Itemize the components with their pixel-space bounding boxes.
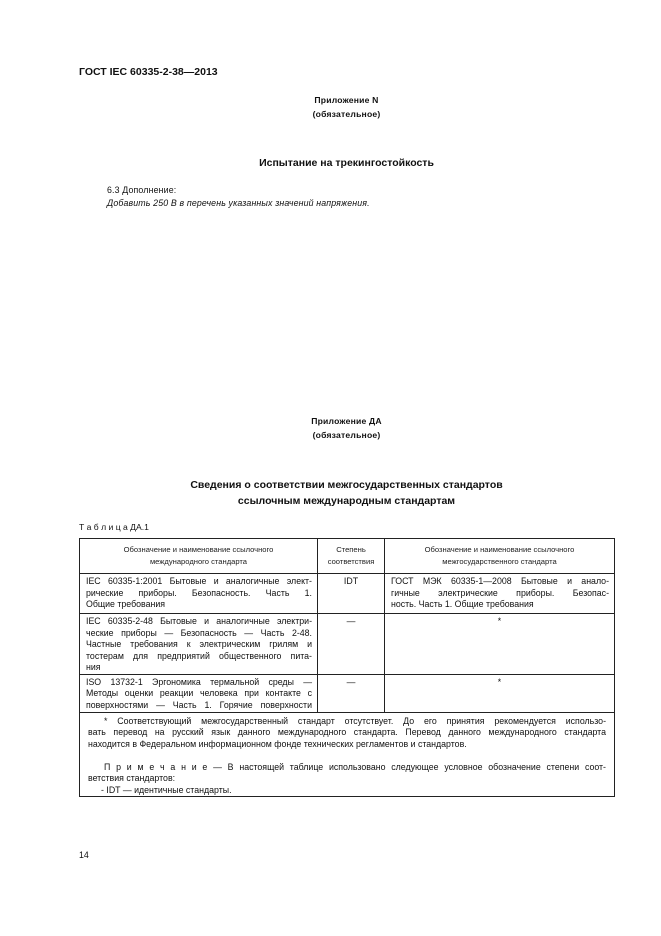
degree-cell: — (318, 674, 385, 712)
table-caption: Т а б л и ц а ДА.1 (79, 521, 149, 532)
clause-6-3 (107, 184, 370, 210)
cell-line: гичные электрические приборы. Безопас- (391, 587, 609, 598)
clause-text: Добавить 250 В в перечень указанных значений напряжения. (107, 197, 370, 208)
cell-line: Методы оценки реакции человека при контакте с (86, 688, 312, 698)
appendix-n-label: Приложение N (314, 95, 379, 105)
table-footnote-row (80, 712, 615, 797)
footnote-line: находится в Федеральном информационном фонде технических регламентов и стандартов. (88, 738, 467, 749)
table-row (80, 614, 615, 675)
table-row (80, 674, 615, 712)
header-line: Обозначение и наименование ссылочного (123, 545, 274, 554)
degree-cell: IDT (318, 574, 385, 614)
table-row (80, 574, 615, 614)
appendix-da-title-line: ссылочным международным стандартам (237, 495, 456, 507)
degree-cell: — (318, 614, 385, 675)
page-number: 14 (79, 849, 89, 860)
footnote-line: вать перевод на русский язык данного международного стандарта. Перевод данного международного стандарта (88, 727, 606, 737)
document-code: ГОСТ IEC 60335-2-38—2013 (79, 66, 218, 78)
cell-line: IEC 60335-2-48 Бытовые и аналогичные электри- (86, 616, 312, 626)
header-line: Степень (336, 545, 366, 554)
cell-line: ческие приборы — Безопасность — Часть 2-48. (86, 627, 312, 638)
appendix-da-status: (обязательное) (312, 429, 381, 440)
header-line: межгосударственного стандарта (442, 557, 557, 566)
clause-heading: 6.3 Дополнение: (107, 184, 177, 195)
appendix-da-label: Приложение ДА (311, 416, 382, 426)
header-cell-degree (318, 539, 385, 574)
cell-line: ГОСТ МЭК 60335-1—2008 Бытовые и анало- (391, 576, 609, 586)
cell-line: тостерам для предприятий общественного пита- (86, 650, 312, 661)
international-standard-cell (80, 614, 318, 675)
cell-line: Общие требования (86, 599, 166, 609)
appendix-da-title-line: Сведения о соответствии межгосударственных стандартов (190, 479, 503, 491)
cell-line: ния (86, 662, 101, 672)
cell-line: рические приборы. Безопасность. Часть 1. (86, 587, 312, 598)
cell-line: поверхностями — Часть 1. Горячие поверхности (86, 699, 312, 710)
note-item: - IDT — идентичные стандарты. (101, 784, 232, 795)
note-line: ветствия стандартов: (88, 773, 176, 783)
cell-line: IEC 60335-1:2001 Бытовые и аналогичные элект- (86, 576, 312, 586)
header-line: международного стандарта (149, 557, 248, 566)
footnote-line: * Соответствующий межгосударственный стандарт отсутствует. До его принятия рекомендуется использо- (104, 715, 606, 726)
interstate-standard-cell (385, 574, 615, 614)
cell-line: ISO 13732-1 Эргономика термальной среды — (86, 676, 312, 687)
appendix-n-heading (79, 93, 614, 121)
cell-line: ность. Часть 1. Общие требования (391, 599, 534, 609)
cell-line: Частные требования к электрическим грилям и (86, 639, 312, 649)
interstate-standard-cell: * (385, 674, 615, 712)
header-line: соответствия (327, 557, 375, 566)
appendix-n-title: Испытание на трекингостойкость (259, 157, 434, 169)
appendix-da-title (79, 477, 614, 509)
note-line: П р и м е ч а н и е — В настоящей таблице использовано следующее условное обозначение степени соот- (104, 761, 606, 772)
header-cell-international (80, 539, 318, 574)
header-cell-interstate (385, 539, 615, 574)
table-header-row (80, 539, 615, 574)
correspondence-table (79, 538, 615, 797)
interstate-standard-cell: * (385, 614, 615, 675)
international-standard-cell (80, 674, 318, 712)
table-footnote-cell (80, 712, 615, 797)
international-standard-cell (80, 574, 318, 614)
appendix-da-heading (79, 415, 614, 442)
appendix-n-status: (обязательное) (312, 109, 381, 119)
header-line: Обозначение и наименование ссылочного (424, 545, 575, 554)
